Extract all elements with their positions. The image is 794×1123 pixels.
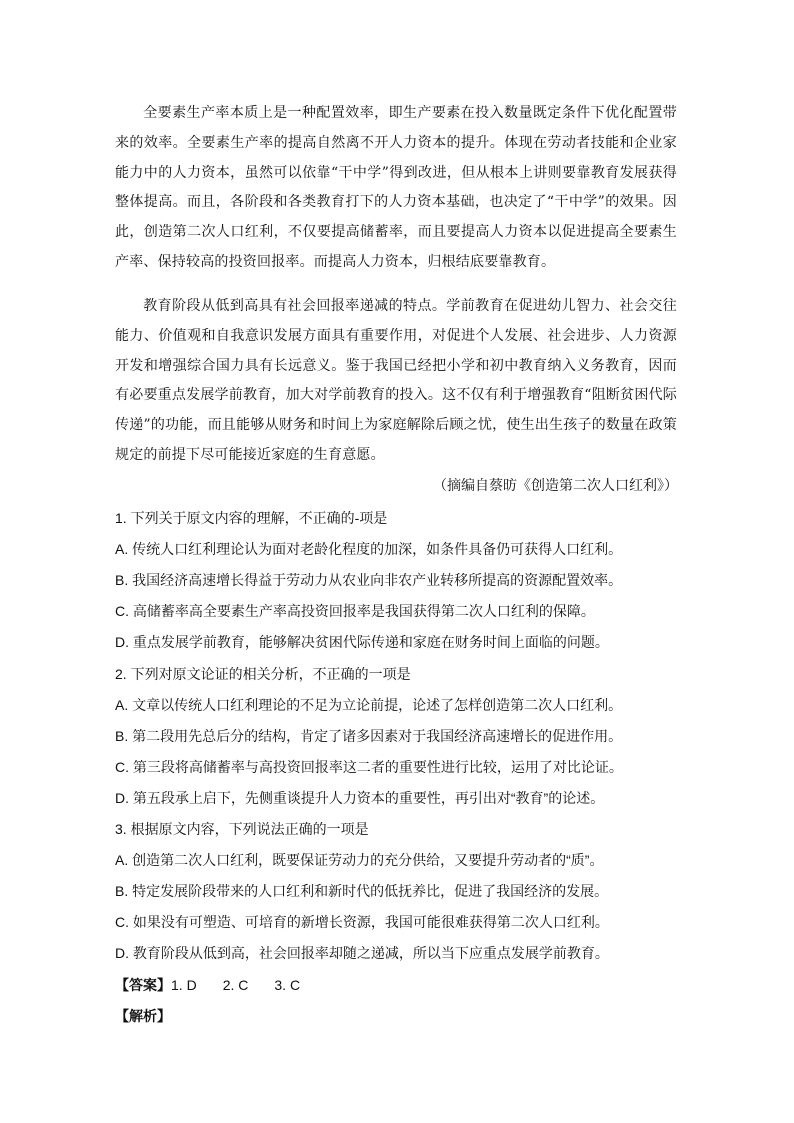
answer-item: 2. C — [222, 977, 249, 993]
question-3-stem: 3. 根据原文内容，下列说法正确的一项是 — [115, 821, 369, 837]
passage-paragraph-1-text: 全要素生产率本质上是一种配置效率，即生产要素在投入数量既定条件下优化配置带来的效率。全要素生产率的提高自然离不开人力资本的提升。体现在劳动者技能和企业家能力中的人力资本，虽然可以依靠“干中学”得到改进，但从根本上讲则要靠教育发展获得整体提高。而且，各阶段和各类教育打下的人力资本基础，也决定了“干中学”的效果。因此，创造第二次人口红利，不仅要提高储蓄率，而且要提高人力资本以促进提高全要素生产率、保持较高的投资回报率。而提高人力资本，归根结底要靠教育。 — [115, 105, 677, 270]
answer-item: 3. C — [274, 977, 301, 993]
question-2-option-c: C. 第三段将高储蓄率与高投资回报率这二者的重要性进行比较，运用了对比论证。 — [115, 759, 623, 775]
question-1-option-b: B. 我国经济高速增长得益于劳动力从农业向非农产业转移所提高的资源配置效率。 — [115, 572, 623, 588]
answer-label: 【答案】 — [115, 977, 171, 993]
question-1-option-a: A. 传统人口红利理论认为面对老龄化程度的加深，如条件具备仍可获得人口红利。 — [115, 541, 623, 557]
question-3-option-d: D. 教育阶段从低到高，社会回报率却随之递减，所以当下应重点发展学前教育。 — [115, 945, 609, 961]
question-2-stem: 2. 下列对原文论证的相关分析，不正确的一项是 — [115, 666, 411, 682]
question-2-option-b: B. 第二段用先总后分的结构，肯定了诸多因素对于我国经济高速增长的促进作用。 — [115, 728, 623, 744]
answer-item: 1. D — [171, 977, 197, 993]
question-1-option-c: C. 高储蓄率高全要素生产率高投资回报率是我国获得第二次人口红利的保障。 — [115, 603, 595, 619]
question-3-option-a: A. 创造第二次人口红利，既要保证劳动力的充分供给，又要提升劳动者的“质”。 — [115, 852, 604, 868]
analysis-label: 【解析】 — [115, 1008, 171, 1024]
question-2-option-a: A. 文章以传统人口红利理论的不足为立论前提，论述了怎样创造第二次人口红利。 — [115, 697, 623, 713]
passage-paragraph-1 — [115, 99, 677, 278]
question-3-option-c: C. 如果没有可塑造、可培育的新增长资源，我国可能很难获得第二次人口红利。 — [115, 914, 609, 930]
question-2-option-d: D. 第五段承上启下，先侧重谈提升人力资本的重要性，再引出对“教育”的论述。 — [115, 790, 605, 806]
question-1-option-d: D. 重点发展学前教育，能够解决贫困代际传递和家庭在财务时间上面临的问题。 — [115, 634, 609, 650]
answer-line — [115, 975, 300, 995]
question-3-option-b: B. 特定发展阶段带来的人口红利和新时代的低抚养比，促进了我国经济的发展。 — [115, 883, 609, 899]
passage-paragraph-2-text: 教育阶段从低到高具有社会回报率递减的特点。学前教育在促进幼儿智力、社会交往能力、价值观和自我意识发展方面具有重要作用，对促进个人发展、社会进步、人力资源开发和增强综合国力具有长远意义。鉴于我国已经把小学和初中教育纳入义务教育，因而有必要重点发展学前教育，加大对学前教育的投入。这不仅有利于增强教育“阻断贫困代际传递”的功能，而且能够从财务和时间上为家庭解除后顾之忧，使生出生孩子的数量在政策规定的前提下尽可能接近家庭的生育意愿。 — [115, 298, 677, 463]
passage-source: （摘编自蔡昉《创造第二次人口红利》） — [433, 478, 678, 494]
passage-paragraph-2 — [115, 292, 677, 471]
question-1-stem: 1. 下列关于原文内容的理解，不正确的-项是 — [115, 510, 388, 526]
